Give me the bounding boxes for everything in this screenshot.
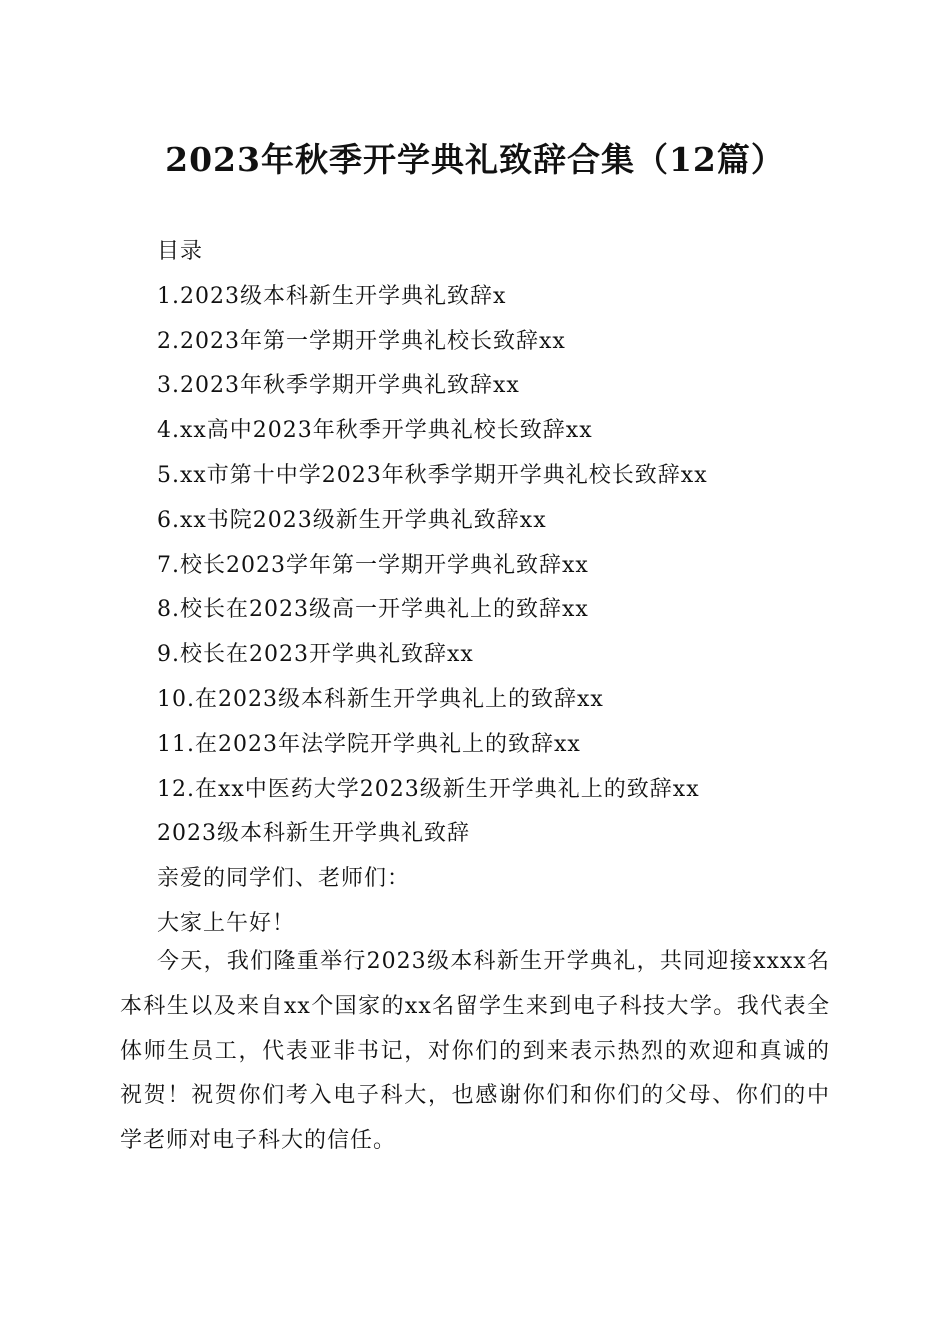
table-of-contents (157, 230, 857, 947)
toc-item-4: 4.xx高中2023年秋季开学典礼校长致辞xx (157, 418, 593, 444)
toc-item-2: 2.2023年第一学期开学典礼校长致辞xx (157, 328, 566, 354)
toc-heading: 目录 (157, 239, 204, 264)
toc-item-11: 11.在2023年法学院开学典礼上的致辞xx (157, 731, 581, 757)
toc-item-1: 1.2023级本科新生开学典礼致辞x (157, 283, 507, 309)
toc-item-9: 9.校长在2023开学典礼致辞xx (157, 642, 474, 668)
toc-item-8: 8.校长在2023级高一开学典礼上的致辞xx (157, 597, 589, 623)
salutation: 亲爱的同学们、老师们： (157, 866, 411, 892)
toc-item-7: 7.校长2023学年第一学期开学典礼致辞xx (157, 552, 589, 578)
document-title: 2023年秋季开学典礼致辞合集（12篇） (165, 140, 785, 179)
speech-title: 2023级本科新生开学典礼致辞 (157, 821, 470, 847)
toc-item-12: 12.在xx中医药大学2023级新生开学典礼上的致辞xx (157, 776, 700, 802)
speech-body (120, 940, 830, 1164)
toc-item-6: 6.xx书院2023级新生开学典礼致辞xx (157, 507, 547, 533)
toc-item-5: 5.xx市第十中学2023年秋季学期开学典礼校长致辞xx (157, 462, 708, 488)
toc-item-3: 3.2023年秋季学期开学典礼致辞xx (157, 373, 520, 399)
paragraph: 今天，我们隆重举行2023级本科新生开学典礼，共同迎接xxxx名本科生以及来自xx个国家的xx名留学生来到电子科技大学。我代表全体师生员工，代表亚非书记，对你们的到来表示热烈的欢迎和真诚的祝贺！祝贺你们考入电子科大，也感谢你们和你们的父母、你们的中学老师对电子科大的信任。 (120, 949, 830, 1154)
greeting: 大家上午好！ (157, 910, 296, 936)
toc-item-10: 10.在2023级本科新生开学典礼上的致辞xx (157, 686, 604, 712)
